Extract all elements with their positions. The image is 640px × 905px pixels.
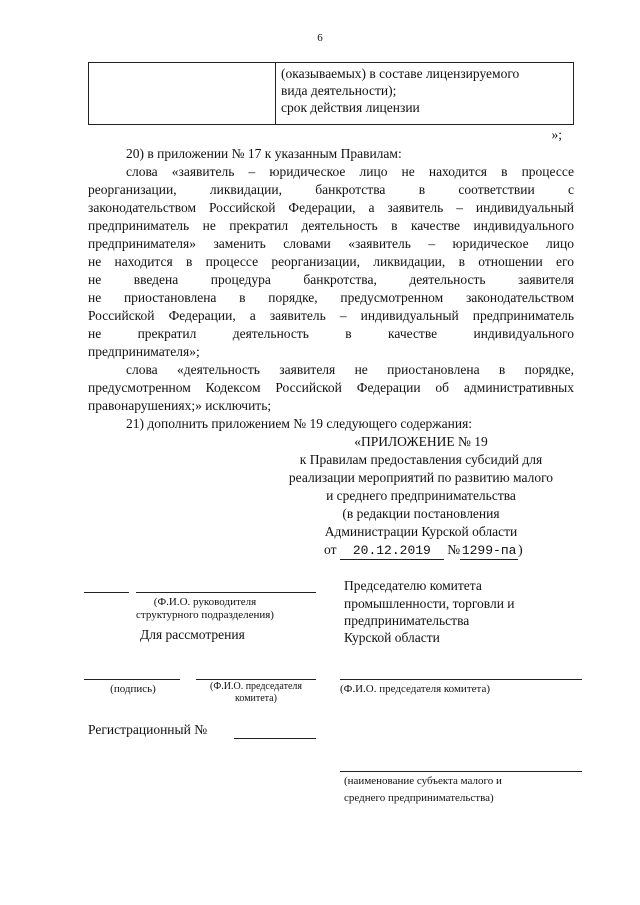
table-cell-text xyxy=(276,63,574,125)
text-line: не прекратил деятельность в качестве индивидуального xyxy=(88,326,574,341)
paragraph-21-heading: 21) дополнить приложением № 19 следующего содержания: xyxy=(126,416,473,431)
table-line: срок действия лицензии xyxy=(281,100,420,115)
appendix-date-line xyxy=(324,541,523,560)
closing-quote: »; xyxy=(551,127,562,142)
date-from-label: от xyxy=(324,542,337,557)
fio-committee-chair-label: (Ф.И.О. председателя комитета) xyxy=(340,683,490,695)
paragraph-20-heading: 20) в приложении № 17 к указанным Правилам: xyxy=(126,146,402,161)
appendix-line: и среднего предпринимательства xyxy=(326,488,516,503)
text-line: правонарушениях;» исключить; xyxy=(88,398,272,413)
page-number: 6 xyxy=(317,32,323,44)
text-line: не приостановлена в порядке, предусмотренном законодательством xyxy=(88,290,574,305)
fio-chair-label: комитета) xyxy=(235,693,277,704)
blank-line xyxy=(136,592,316,593)
appendix-line: к Правилам предоставления субсидий для xyxy=(299,452,543,467)
text-line: слова «деятельность заявителя не приостановлена в порядке, xyxy=(126,362,574,377)
number-label: № xyxy=(447,542,461,557)
table-cell-empty xyxy=(89,63,276,125)
addressee-line: промышленности, торговли и xyxy=(344,596,515,611)
text-line: предпринимателя»; xyxy=(88,344,200,359)
text-line: реорганизации, ликвидации, банкротства в соответствии с xyxy=(88,182,574,197)
addressee-line: предпринимательства xyxy=(344,613,470,628)
text-line: предусмотренном Кодексом Российской Федерации об административных xyxy=(88,380,574,395)
addressee-line: Председателю комитета xyxy=(344,578,482,593)
fio-head-label: структурного подразделения) xyxy=(136,609,274,621)
blank-line xyxy=(340,679,582,680)
subject-label: среднего предпринимательства) xyxy=(344,792,494,804)
appendix-line: реализации мероприятий по развитию малого xyxy=(288,470,554,485)
signature-line xyxy=(84,679,180,680)
text-line: слова «заявитель – юридическое лицо не находится в процессе xyxy=(126,164,574,179)
registration-blank xyxy=(234,738,316,739)
text-line: не введена процедура банкротства, деятельность заявителя xyxy=(88,272,574,287)
text-line: Российской Федерации, а заявитель – индивидуальный предприниматель xyxy=(88,308,574,323)
appendix-line: (в редакции постановления xyxy=(342,506,500,521)
appendix-line: Администрации Курской области xyxy=(324,524,518,539)
registration-label: Регистрационный № xyxy=(88,722,208,737)
resolution-date: 20.12.2019 xyxy=(340,542,444,560)
blank-line xyxy=(340,771,582,772)
addressee-line: Курской области xyxy=(344,630,440,645)
blank-line xyxy=(196,679,316,680)
blank-line xyxy=(84,592,129,593)
table-row xyxy=(89,63,574,125)
for-review-label: Для рассмотрения xyxy=(140,627,245,642)
closing-paren: ) xyxy=(518,542,523,557)
resolution-number: 1299-па xyxy=(461,543,517,558)
text-line: предприниматель не прекратил деятельность в качестве индивидуального xyxy=(88,218,574,233)
table-line: вида деятельности); xyxy=(281,83,397,98)
fio-chair-label: (Ф.И.О. председателя xyxy=(210,681,302,692)
table-line: (оказываемых) в составе лицензируемого xyxy=(281,66,520,81)
text-line: законодательством Российской Федерации, а заявитель – индивидуальный xyxy=(88,200,574,215)
fio-head-label: (Ф.И.О. руководителя xyxy=(153,596,257,608)
signature-label: (подпись) xyxy=(110,683,156,695)
text-line: предпринимателя» заменить словами «заявитель – юридическое лицо xyxy=(88,236,574,251)
appendix-title: «ПРИЛОЖЕНИЕ № 19 xyxy=(354,434,488,449)
subject-label: (наименование субъекта малого и xyxy=(344,775,502,787)
text-line: не находится в процессе реорганизации, ликвидации, в отношении его xyxy=(88,254,574,269)
license-table xyxy=(88,62,574,125)
